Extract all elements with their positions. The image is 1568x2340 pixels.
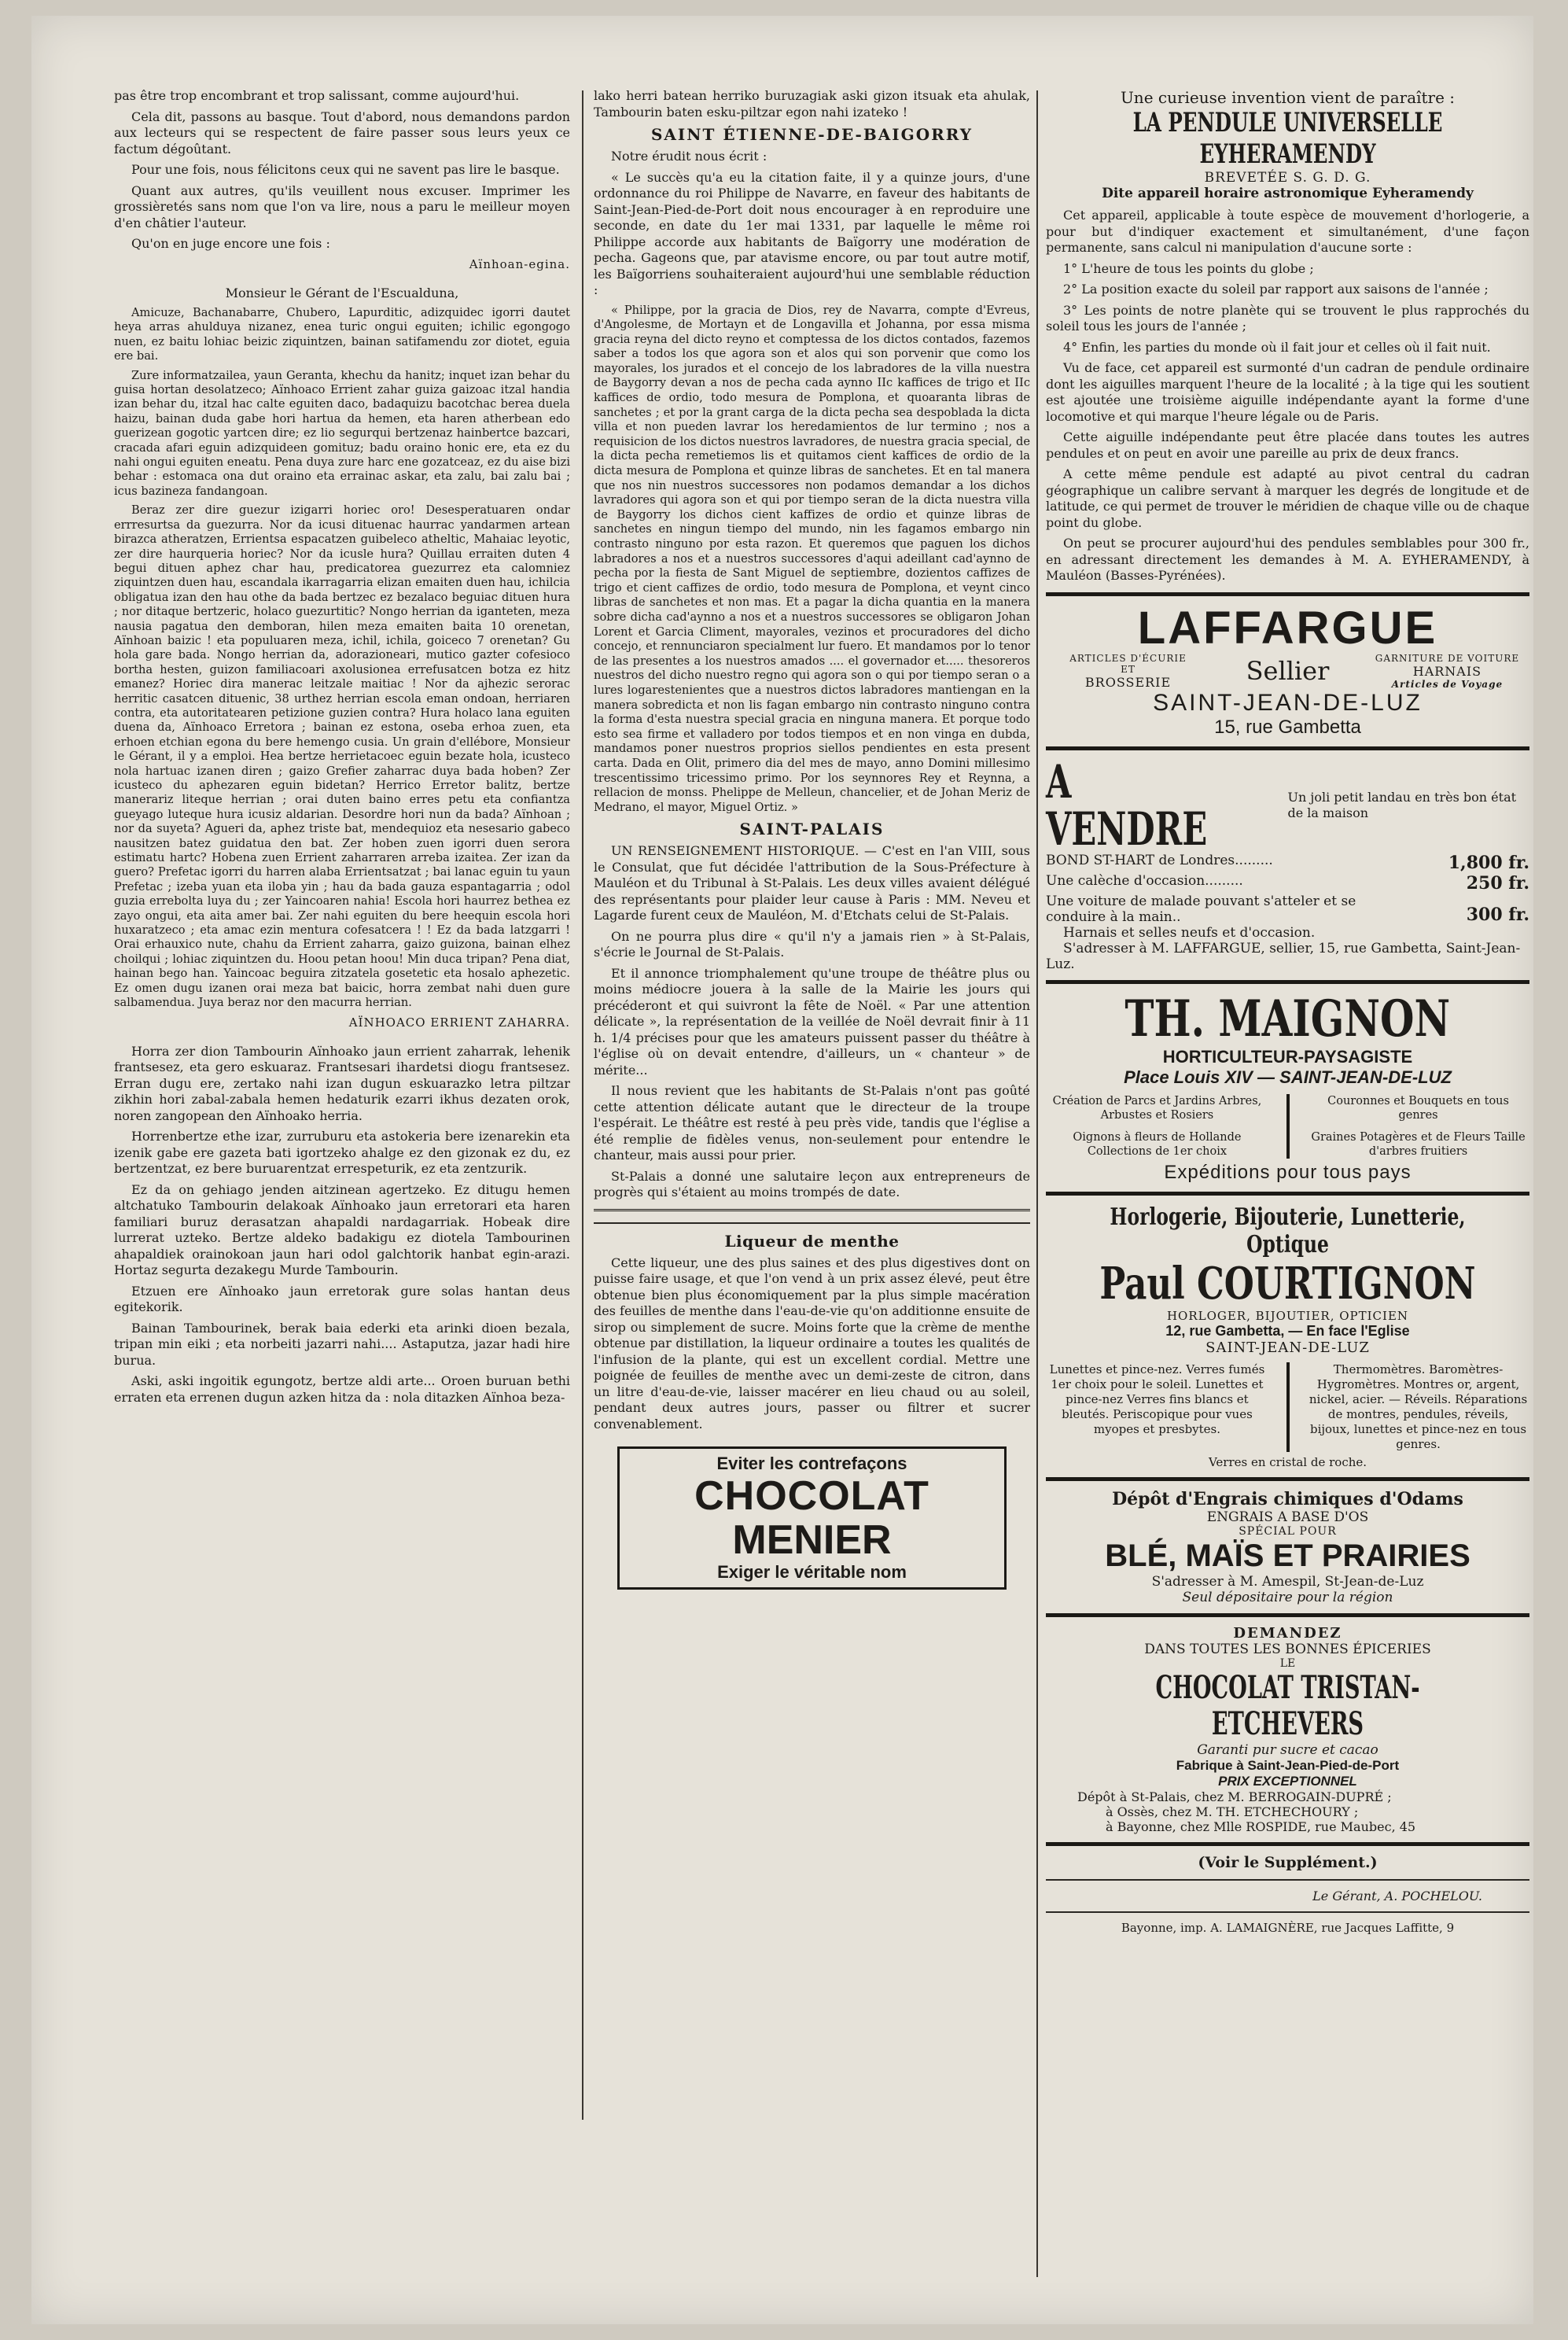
laffargue-right-2: HARNAIS (1412, 663, 1482, 679)
baigorry-lead: Notre érudit nous écrit : (611, 149, 767, 164)
pendule-item-4: 4° Enfin, les parties du monde où il fait jour et celles où il fait nuit. (1063, 339, 1491, 355)
gerant-line: Le Gérant, A. POCHELOU. (1312, 1888, 1482, 1903)
col1-after-5: Bainan Tambourinek, berak baia ederki eta arinki dioen bezala, tripan min eiki ; eta norbeiti jazarri nahi.... Astaputza, jazar hadi hire burua. (114, 1320, 570, 1368)
tristan-guarantee: Garanti pur sucre et cacao (1197, 1741, 1378, 1758)
divider (1046, 1613, 1529, 1617)
col1-signature-2: AÏNHOACO ERRIENT ZAHARRA. (348, 1015, 570, 1030)
col1-after-6: Aski, aski ingoitik egungotz, bertze aldi arte... Oroen buruan bethi erraten eta errenen dugun azken hitza da : nola ditazken Aïnhoa beza- (114, 1373, 570, 1405)
maignon-right-1: Couronnes et Bouquets en tous genres (1327, 1094, 1509, 1122)
tristan-depot-2: à Ossès, chez M. TH. ETCHECHOURY ; (1106, 1804, 1359, 1819)
saint-palais-para-3: Et il annonce triomphalement qu'une troupe de théâtre plus ou moins médiocre jouera à la salle de la Mairie les jours qui précéderont et qui suivront la fête de Noël. « Par une attention délicate », la représentation de la veillée de Noël devrait finir à 11 h. 1/4 précises pour que les amateurs puissent passer du théâtre à l'église où on devait entendre, d'ailleurs, un « chanteur » de mérite... (594, 965, 1030, 1078)
courtignon-roles: HORLOGER, BIJOUTIER, OPTICIEN (1166, 1308, 1409, 1323)
vendre-line-4: Une voiture de malade pouvant s'atteler et se conduire à la main.. (1046, 893, 1356, 925)
courtignon-address: 12, rue Gambetta, — En face l'Eglise (1165, 1322, 1410, 1339)
divider (1046, 1842, 1529, 1846)
maignon-left-1: Création de Parcs et Jardins Arbres, Arbustes et Rosiers (1052, 1094, 1262, 1122)
laffargue-left-2: ET (1121, 663, 1136, 675)
divider (1046, 746, 1529, 750)
engrais-title: Dépôt d'Engrais chimiques d'Odams (1112, 1488, 1463, 1509)
column-2 (594, 88, 1030, 1604)
vendre-price-2: 250 fr. (1466, 872, 1529, 894)
letter-para-1: Amicuze, Bachanabarre, Chubero, Lapurditic, adizquidec igorri dautet heya arras ahulduya nizanez, enea turic ongui eguiten; ichilic egongogo nuen, ez baitu lohiac beizic ziquintzen, bainan satifamendu zor diotet, eguia ere bai. (114, 306, 570, 363)
laffargue-right-3: Articles de Voyage (1391, 678, 1504, 690)
laffargue-city: SAINT-JEAN-DE-LUZ (1153, 689, 1423, 716)
engrais-subtitle: ENGRAIS A BASE D'OS (1206, 1509, 1369, 1525)
printer-line: Bayonne, imp. A. LAMAIGNÈRE, rue Jacques Laffitte, 9 (1121, 1920, 1455, 1935)
vendre-line-2: BOND ST-HART de Londres......... (1046, 852, 1273, 868)
vendre-ad (1046, 754, 1529, 972)
letter-para-3: Beraz zer dire guezur izigarri horiec oro! Desesperatuaren ondar errresurtsa da guezurra. Nor da icusi dituenac haurrac yandarmen artean birazca atheratzen, Errientsa espacatzen guibeleco atheltic, Mahaiac leyotic, zer dire haurqueria horiec? Nor da icusle hura? Quillau erraiten duten 4 begui dituen aphez char hau, predicatorea guezurrez eta calomniez ziquintzen duen hau, escandala ikarragarria elizan emaiten duen hau, ichilcia obligatua izan den hau othe da bada bertzec ez bezalaco beguiac dituen hura ; nor ditaque bertzeric, holaco guezurtitic? Nongo herrian da iganteten, meza nausia pagatua den demboran, hilen meza emaiten baita 10 orenetan, Aïnhoan baizic ! eta populuaren meza, ichil, ichila, goiceco 7 orenetan? Gu hola gare bada. Nongo herrian da, adorazioneari, mutico gazter cofesioco bortha hesten, guizon familiacoari axolusionea errefusatcen botza ez hitz emanez? Horiec dira manerac leitzale maitiac ! Nor da ajhezic serorac herritic casatcen dituenic, 38 urthez herrian escola eman ondoan, herriaren contra, eta autoritatearen petizione guzien contra? Hura holaco lana eguiten duena da, Aïnhoaco Erretora ; bainan ez estona, oseba erhoa zuen, eta erhoen etchian egona du bere hemengo cusia. Un grain d'ellébore, Monsieur le Gérant, il y a emploi. Hea bertze herrietacoec eguin bezate hola, icusteco nola hartuac izanen diren ; gaizo Grefier zaharrac duya bada hoben? Zer icusteco du aphezaren eguin bidetan? Herrico Erretor balitz, bertze manerariz liteque herrian ; orai duten baino erres petu eta confiantza gueyago luteque hura icusiz aldarian. Desordre hori nun da bada? Aïnhoan ; nor da suyeta? Agueri da, aphez triste bat, mendequioz eta nesesario gabeco nausitzen batez guidatua den bat. Zer hoben zuen igorri duen serora estimatu hartc? Hobena zuen Errient zaharraren arreba izaitea. Zer izan da guero? Prefetac igorri du harren alaba Errientsatzat ; bai lanac eguin tu yaun Prefetac ; izeba yuan eta iloba yin ; hau da bada gauza espantagarria ; odol guzia errebolta luya du ; zer Yaincoaren nahia! Escola hori haurrez bethea ez zayo ongui, eta aita amer bai. Zer nahi eguiten du bere heequin escola hori huxaratzeco ; eta amac ezin mentura cofesatcera ! ! Ez da bada latzgarri ! Orai erhauxico nute, chahu da Errient zaharra, gaizo guizona, bainan elhez choilqui ; lohiac ziquintzen du. Hoou petan hoou! Min duca tripan? Pena diat, hainan bego han. Yaincoac beguira zitzatela gosetetic eta hosalo aphezetic. Ez omen dugu izanen orai meza bat baicic, horra zembat nahi duen gure salbamendua. Juya beraz nor den macurra herrian. (114, 503, 570, 1010)
laffargue-ad (1046, 604, 1529, 739)
tristan-demandez: DEMANDEZ (1233, 1624, 1342, 1642)
laffargue-address: 15, rue Gambetta (1214, 716, 1361, 738)
engrais-big: BLÉ, MAÏS ET PRAIRIES (1105, 1538, 1470, 1573)
pendule-ad (1046, 88, 1529, 584)
liqueur-title: Liqueur de menthe (724, 1231, 900, 1251)
col1-intro-2: Cela dit, passons au basque. Tout d'abord, nous demandons pardon aux lecteurs qui se respectent de faire passer sous leurs yeux ce factum dégoûtant. (114, 109, 570, 157)
maignon-subtitle: HORTICULTEUR-PAYSAGISTE (1162, 1046, 1413, 1067)
courtignon-city: SAINT-JEAN-DE-LUZ (1205, 1339, 1370, 1356)
saint-palais-para-5: St-Palais a donné une salutaire leçon aux entrepreneurs de progrès qui s'étaient au moins trompés de date. (594, 1168, 1030, 1200)
menier-line-3: MENIER (732, 1517, 892, 1564)
divider (1046, 1192, 1529, 1196)
menier-line-2: CHOCOLAT (694, 1473, 929, 1520)
tristan-name: CHOCOLAT TRISTAN-ETCHEVERS (1155, 1668, 1420, 1742)
vendre-line-1: Un joli petit landau en très bon état de la maison (1287, 789, 1517, 820)
courtignon-left: Lunettes et pince-nez. Verres fumés 1er choix pour le soleil. Lunettes et pince-nez Verres fins blancs et bleutés. Periscopique pour vues myopes et presbytes. (1049, 1362, 1265, 1436)
menier-line-1: Eviter les contrefaçons (716, 1454, 907, 1474)
courtignon-name: Paul COURTIGNON (1099, 1257, 1476, 1310)
divider (1286, 1362, 1290, 1452)
supplement-note: (Voir le Supplément.) (1198, 1853, 1378, 1871)
col1-intro-5: Qu'on en juge encore une fois : (131, 236, 330, 251)
laffargue-sellier: Sellier (1246, 656, 1330, 686)
pendule-kicker: Une curieuse invention vient de paraître : (1120, 88, 1456, 107)
pendule-title: LA PENDULE UNIVERSELLE EYHERAMENDY (1132, 107, 1443, 170)
saint-palais-para-2: On ne pourra plus dire « qu'il n'y a jamais rien » à St-Palais, s'écrie le Journal de St-Palais. (594, 928, 1030, 960)
col1-after-1: Horra zer dion Tambourin Aïnhoako jaun errient zaharrak, lehenik frantsesez, eta gero eskuaraz. Frantsesari ihardetsi diogu frantsesez. Erran dugu ere, zertako nahi izan dugun eskuarazko letra piltzar zikhin hori zabal-zabala hemen hedaturik ezarri ikhus dezaten orok, noren zangopean den Aïnhoako herria. (114, 1043, 570, 1123)
vendre-line-3: Une calèche d'occasion......... (1046, 872, 1243, 889)
divider (1046, 1911, 1529, 1913)
col1-after-2: Horrenbertze ethe izar, zurruburu eta astokeria bere izenarekin eta izenik gabe ere gazeta bati igortzeko ahalge ez den gizonak ez du, ez bertzentzat, ez bere buruarentzat errespeturik, ez eta zentzurik. (114, 1129, 570, 1176)
tristan-le: LE (1279, 1656, 1296, 1670)
laffargue-left-3: BROSSERIE (1084, 674, 1172, 690)
laffargue-left-1: ARTICLES D'ÉCURIE (1069, 652, 1187, 664)
baigorry-ordonnance: « Philippe, por la gracia de Dios, rey de Navarra, compte d'Evreus, d'Angolesme, de Mortayn et de Longavilla et Johanna, por essa misma gracia reyna del dicto reyno et comptessa de los dictos contados, fazemos saber a todos los que agora son et alos qui son porvenir que como los mayorales, los jurados et el concejo de los labradores de la villa nuestra de Baygorry devan a nos de pecha cada aynno IIc kaffices de trigo et IIc kaffices de ordio, todo mesura de Pomplona, et quoaranta libras de sanchetes ; et por la grant carga de la dicta pecha sea despoblada la dicta villa et non pueden lavrar los heredamientos de lur termino ; nos a requisicion de los dictos nuestros lavradores, de nuestra gracia special, de la dicta pecha remetiemos lis et quitamos cient kaffices de ordio de la dicta mesura de Pomplona et quinze libras de sanchetes. Et en tal manera que nos nin nuestros successores non podamos demandar a los dichos lavradores qui agora son et qui por tiempo seran de la dicta nuestra villa de Baygorry los dichos cient kaffizes de ordio et quinze libras de sanchetes en ningun tiempo del mundo, nin les fagamos embargo nin contrasto ninguno por esta razon. Et queremos que paguen los dichos labradores a nos et a nuestros successores d'aqui adeillant cad'aynno de pecha por la fiesta de Sant Miguel de septiembre, dozientos caffizes de trigo et cient caffizes de ordio, todo mesura de Pomplona, et veynt cinco libras de sanchetes et non mas. Et a pagar la dicha quantia en la manera sobre dicha cad'aynno a nos et a nuestros successores se obligaron Johan Lorent et Garcia Climent, mayorales, vezinos et procuradores del dicho concejo, et rennunciaron specialment lur fuero. Et mandamos por lo tenor de las presentes a los nuestros amados .... el governador et..... thesoreros nuestros del dicho nuestro regno qui agora son o qui por tiempo seran o a lures logarestenientes que a nuestros dictos labradores mantiengan en la manera sobredicta et non lis fagan embargo nin contrasto ninguno contra la forma d'esta nuestra special gracia en ninguna manera. Et porque todo esto sea firme et valladero por todos tiempos et en non vinga en dubda, mandamos poner nuestros proprios siellos pendientes en esta present carta. Dada en Olit, primero dia del mes de mayo, anno Domini millesimo trescentissimo tricessimo primo. Por los seynnores Rey et Reynna, a rellacion de monss. Phelippe de Melleun, chancelier, et de Johan Meriz de Medrano, el mayor, Miguel Ortiz. » (594, 303, 1030, 814)
tristan-prix: PRIX EXCEPTIONNEL (1218, 1773, 1357, 1789)
liqueur-text: Cette liqueur, une des plus saines et des plus digestives dont on puisse faire usage, et que l'on vend à un prix assez élevé, peut être obtenue bien plus économiquement par la plus simple macération des feuilles de menthe dans l'eau-de-vie qu'on additionne ensuite de sirop ou simplement de sucre. Moins forte que la crème de menthe obtenue par distillation, la liqueur ordinaire a toutes les qualités de l'infusion de la plante, qui est un excellent cordial. Mettre une poignée de feuilles de menthe avec un demi-zeste de citron, dans un litre d'eau-de-vie, laisser macérer en lieu chaud ou au soleil, pendant deux autres jours, passer ou filtrer et sucrer convenablement. (594, 1255, 1030, 1432)
col1-signature-1: Aïnhoan-egina. (469, 256, 570, 271)
courtignon-right: Thermomètres. Baromètres-Hygromètres. Montres or, argent, nickel, acier. — Réveils. Réparations de montres, pendules, réveils, bijoux, lunettes et pince-nez en tous genres. (1309, 1362, 1528, 1451)
tristan-depot-1: Dépôt à St-Palais, chez M. BERROGAIN-DUPRÉ ; (1077, 1789, 1392, 1804)
pendule-item-2: 2° La position exacte du soleil par rapport aux saisons de l'année ; (1063, 282, 1489, 297)
newspaper-page (31, 16, 1533, 2324)
pendule-subtitle: Dite appareil horaire astronomique Eyheramendy (1102, 186, 1474, 201)
menier-line-4: Exiger le véritable nom (717, 1562, 907, 1583)
engrais-address: S'adresser à M. Amespil, St-Jean-de-Luz (1151, 1573, 1424, 1590)
divider (1046, 1477, 1529, 1481)
col1-intro-3: Pour une fois, nous félicitons ceux qui ne savent pas lire le basque. (131, 162, 560, 177)
engrais-ad (1046, 1489, 1529, 1605)
pendule-text-5: On peut se procurer aujourd'hui des pendules semblables pour 300 fr., en adressant directement les demandes à M. A. EYHERAMENDY, à Mauléon (Basses-Pyrénées). (1046, 536, 1529, 583)
laffargue-name: LAFFARGUE (1137, 602, 1438, 654)
vendre-price-3: 300 fr. (1466, 904, 1529, 925)
pendule-text-2: Vu de face, cet appareil est surmonté d'un cadran de pendule ordinaire dont les aiguilles marquent l'heure de la localité ; à la tige qui les soutient est ajoutée une troisième aiguille indépendante ayant la forme d'une locomotive et qui marque l'heure légale ou de Paris. (1046, 360, 1529, 424)
courtignon-bottom: Verres en cristal de roche. (1208, 1454, 1367, 1469)
maignon-left-2: Oignons à fleurs de Hollande Collections de 1er choix (1073, 1130, 1242, 1158)
col1-after-3: Ez da on gehiago jenden aitzinean agertzeko. Ez ditugu hemen altchatuko Tambourin delakoak Aïnhoako jaun erretorari eta haren familiari buruz derasatzan ahapaldi nardagarriak. Hobeak dire lurrerat uzteko. Bertze aldeko badakigu ez diotela Tambourinen ahapaldiek orainokoan jaun hari odol galchtorik hanbat egin-arazi. Hortaz segurta dezakegu Murde Tambourin. (114, 1181, 570, 1277)
courtignon-kicker: Horlogerie, Bijouterie, Lunetterie, Optique (1110, 1203, 1466, 1258)
tristan-ad (1046, 1625, 1529, 1834)
divider (1286, 1094, 1290, 1159)
letter-salutation: Monsieur le Gérant de l'Escualduna, (225, 285, 459, 300)
vendre-price-1: 1,800 fr. (1448, 852, 1529, 873)
tristan-depot-3: à Bayonne, chez Mlle ROSPIDE, rue Maubec, 45 (1106, 1819, 1416, 1834)
column-rule-2 (1036, 90, 1038, 2277)
column-3 (1046, 88, 1529, 1935)
divider (594, 1222, 1030, 1224)
pendule-item-3: 3° Les points de notre planète qui se trouvent le plus rapprochés du soleil tous les jours de l'année ; (1046, 302, 1529, 333)
col2-top: lako herri batean herriko buruzagiak aski gizon itsuak eta ahulak, Tambourin baten esku-piltzar egon nahi izateko ! (594, 88, 1030, 120)
divider (594, 1209, 1030, 1214)
divider (1046, 1879, 1529, 1881)
column-1 (114, 88, 570, 1410)
tristan-fabrique: Fabrique à Saint-Jean-Pied-de-Port (1176, 1757, 1400, 1773)
maignon-right-2: Graines Potagères et de Fleurs Taille d'arbres fruitiers (1311, 1130, 1526, 1158)
col1-intro-4: Quant aux autres, qu'ils veuillent nous excuser. Imprimer les grossièretés sans nom que l'on va lire, nous a paru le meilleur moyen d'en châtier l'auteur. (114, 182, 570, 230)
maignon-expeditions: Expéditions pour tous pays (1164, 1161, 1412, 1183)
pendule-brevet: BREVETÉE S. G. D. G. (1204, 170, 1371, 186)
tristan-epiceries: DANS TOUTES LES BONNES ÉPICERIES (1144, 1641, 1431, 1657)
saint-palais-para-1: UN RENSEIGNEMENT HISTORIQUE. — C'est en l'an VIII, sous le Consulat, que fut décidée l'attribution de la Sous-Préfecture à Mauléon et du Tribunal à St-Palais. Les deux villes avaient délégué des représentants pour plaider leur cause à Paris : MM. Neveu et Lagarde furent ceux de Mauléon, M. d'Etchats celui de St-Palais. (594, 843, 1030, 923)
letter-para-2: Zure informatzailea, yaun Geranta, khechu da hanitz; inquet izan behar du guisa hortan desolatzeco; Aïnhoaco Errient zahar guiza gaizoac itzal handia izan behar du, itzal hac calte eguiten daco, badaquizu bacotchac berea duela haizu, bainan duda gabe hori hartua da hemen, eta haren atherbean edo guerizean gogotic yartcen dire; ez lio segurqui bertzenaz hainbertce bazcari, cracada afari eguin adizquideen gomituz; badu oraino honic ere, eta ez du nahi ongui eguiten eneatu. Pena duya zure harc ene gozatceaz, ez du aise bizi behar : estomaca ona dut oraino eta errainac askar, eta zalu, bai zalu bai ; icus bazineza fandangoan. (114, 368, 570, 498)
vendre-line-6: S'adresser à M. LAFFARGUE, sellier, 15, rue Gambetta, Saint-Jean-Luz. (1046, 940, 1521, 972)
engrais-depositaire: Seul dépositaire pour la région (1182, 1589, 1393, 1605)
pendule-text-1: Cet appareil, applicable à toute espèce de mouvement d'horlogerie, a pour but d'indiquer exactement et simultanément, d'une façon permanente, sans calcul ni manipulation d'aucune sorte : (1046, 208, 1529, 255)
laffargue-right-1: GARNITURE DE VOITURE (1375, 652, 1520, 664)
col1-intro-1: pas être trop encombrant et trop salissant, comme aujourd'hui. (114, 88, 520, 103)
maignon-place: Place Louis XIV — SAINT-JEAN-DE-LUZ (1124, 1067, 1452, 1087)
heading-saint-palais: SAINT-PALAIS (739, 820, 885, 839)
column-rule-1 (582, 90, 583, 2120)
baigorry-para-1: « Le succès qu'a eu la citation faite, il y a quinze jours, d'une ordonnance du roi Philippe de Navarre, en faveur des habitants de Saint-Jean-Pied-de-Port doit nous encourager à en reproduire une seconde, en date du 1er mai 1331, par laquelle le même roi Philippe accorde aux habitants de Baïgorry une modération de pecha. Gageons que, par atavisme encore, ou par tout autre motif, les Baïgorriens souhaiteraient aujourd'hui une semblable réduction : (594, 169, 1030, 297)
heading-baigorry: SAINT ÉTIENNE-DE-BAIGORRY (650, 125, 974, 144)
divider (1046, 592, 1529, 596)
maignon-ad (1046, 989, 1529, 1184)
maignon-name: TH. MAIGNON (1124, 989, 1451, 1048)
courtignon-ad (1046, 1203, 1529, 1469)
pendule-text-4: A cette même pendule est adapté au pivot central du cadran géographique un calibre servant à marquer les degrés de longitude et de latitude, ce qui permet de trouver le méridien de chaque ville ou de chaque point du globe. (1046, 466, 1529, 530)
pendule-item-1: 1° L'heure de tous les points du globe ; (1063, 260, 1314, 276)
engrais-special: SPÉCIAL POUR (1239, 1524, 1337, 1538)
col1-after-4: Etzuen ere Aïnhoako jaun erretorak gure solas hantan deus egitekorik. (114, 1283, 570, 1314)
vendre-line-5: Harnais et selles neufs et d'occasion. (1063, 924, 1316, 941)
menier-ad (617, 1446, 1007, 1590)
divider (1046, 980, 1529, 984)
saint-palais-para-4: Il nous revient que les habitants de St-Palais n'ont pas goûté cette attention délicate autant que le directeur de la troupe l'espérait. Le théâtre est resté à peu près vide, tandis que l'église a été remplie de fidèles venus, non-seulement pour entendre le chanteur, mais aussi pour prier. (594, 1083, 1030, 1163)
vendre-title: A VENDRE (1046, 754, 1208, 856)
pendule-text-3: Cette aiguille indépendante peut être placée dans toutes les autres pendules et on peut en avoir une pareille au prix de deux francs. (1046, 429, 1529, 461)
